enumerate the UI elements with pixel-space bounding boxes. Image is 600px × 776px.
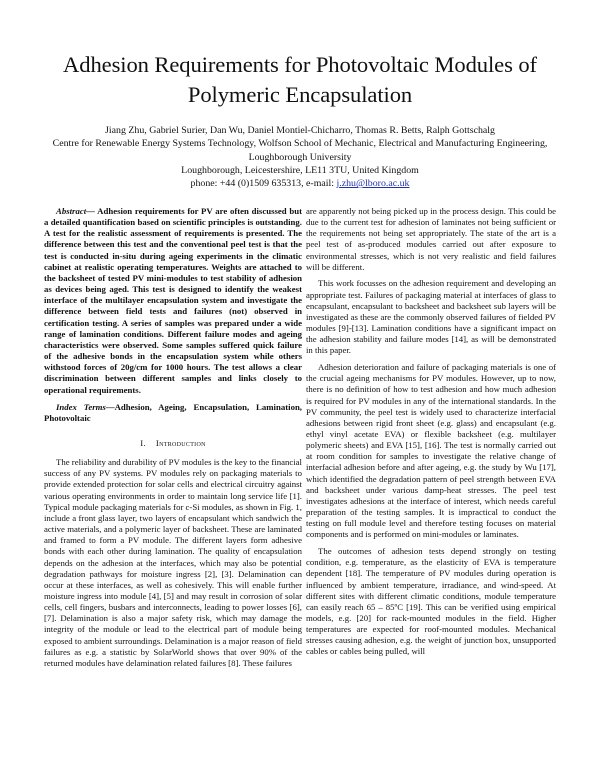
title-line-1: Adhesion Requirements for Photovoltaic Modules of	[63, 52, 537, 77]
right-column	[306, 206, 556, 663]
section-number: I.	[140, 437, 146, 448]
right-paragraph-3: Adhesion deterioration and failure of packaging materials is one of the crucial ageing mechanisms for PV modules. However, up to now, there is no definition of how to test adhesion and how much adhesion is required for PV modules in any of the international standards. In the PV community, the peel test is widely used to characterize interfacial adhesions between rigid front sheet (e.g. glass) and encapsulant (e.g. ethyl vinyl acetate EVA) or flexible backsheet (e.g. multilayer polymeric sheets) and EVA [15], [16]. The test is normally carried out at room condition for samples to investigate the relative change of interfacial adhesion before and after ageing, e.g. the study by Wu [17], which identified the degradation pattern of peel strength between EVA and backsheet under various damp-heat stresses. The peel test investigates adhesions at the interface of interest, which needs careful preparation of the testing samples. It is impractical to conduct the testing on full module level and therefore testing focuses on material components and is performed on mini-modules or laminates.	[306, 362, 556, 540]
left-column	[44, 206, 302, 675]
contact-phone: phone: +44 (0)1509 635313, e-mail:	[190, 178, 337, 190]
index-terms	[44, 402, 302, 424]
title-line-2: Polymeric Encapsulation	[187, 82, 413, 107]
address: Loughborough, Leicestershire, LE11 3TU, United Kingdom	[181, 164, 419, 176]
index-terms-text: —Adhesion, Ageing, Encapsulation, Lamination, Photovoltaic	[44, 401, 302, 423]
affiliation-line-1: Centre for Renewable Energy Systems Technology, Wolfson School of Mechanic, Electrical and Manufacturing Engineering,	[52, 138, 548, 150]
author-block	[30, 124, 570, 190]
contact-line	[30, 177, 570, 190]
section-heading	[44, 438, 302, 449]
right-paragraph-1: are apparently not being picked up in the process design. This could be due to the current test for adhesion of laminates not being sufficient or the requirements not being set appropriately. The state of the art is a peel test of as-produced modules carried out after exposure to environmental stresses, which is not very realistic and field failures will be different.	[306, 206, 556, 272]
affiliation-line-2: Loughborough University	[248, 151, 352, 163]
right-paragraph-4: The outcomes of adhesion tests depend strongly on testing condition, e.g. temperature, as the elasticity of EVA is temperature dependent [18]. The temperature of PV modules during operation is influenced by ambient temperature, irradiance, and wind-speed. At different sites with different climatic conditions, module temperature can easily reach 65 – 85ºC [19]. This can be verified using empirical models, e.g. [20] for rack-mounted modules in the field. Higher temperatures are expected for roof-mounted modules. Mechanical stresses causing adhesion, e.g. the weight of junction box, unsupported cables or cables being pulled, will	[306, 546, 556, 657]
email-link[interactable]: j.zhu@lboro.ac.uk	[336, 178, 410, 190]
abstract-label: Abstract	[56, 206, 87, 216]
author-list: Jiang Zhu, Gabriel Surier, Dan Wu, Daniel Montiel-Chicharro, Thomas R. Betts, Ralph Gottschalg	[105, 125, 495, 136]
paper-title	[40, 50, 560, 110]
right-paragraph-2: This work focusses on the adhesion requirement and developing an appropriate test. Failures of packaging material at interfaces of glass to encapsulant, encapsulant to backsheet and backsheet sub layers will be investigated as these are the commonly observed failures of fielded PV modules [9]-[13]. Lamination conditions have a significant impact on the adhesion stability and failure modes [14], as will be demonstrated in this paper.	[306, 278, 556, 356]
abstract-text: — Adhesion requirements for PV are often discussed but a detailed quantification based on scientific principles is outstanding. A test for the realistic assessment of requirements is presented. The difference between this test and the conventional peel test is that the test is conducted in-situ during ageing experiments in the climatic cabinet at realistic operating temperatures. Weights are attached to the backsheet of tested PV mini-modules to test stability of adhesion as devices being aged. This test is designed to identify the weakest interface of the multilayer encapsulation system and investigate the difference between field tests and failures (not) observed in certification testing. A series of samples was prepared under a wide range of lamination conditions. Different failure modes and ageing characteristics were observed. Some samples suffered quick failure of the adhesive bonds in the encapsulation system while others withstood forces of 20g/cm for 1000 hours. The test allows a clear discrimination between different samples and links closely to operational requirements.	[44, 206, 302, 395]
section-title: Introduction	[155, 437, 206, 448]
index-terms-label: Index Terms	[56, 401, 106, 412]
intro-paragraph: The reliability and durability of PV modules is the key to the financial success of any PV systems. PV modules rely on packaging materials to provide extended protection for solar cells and electrical circuitry against various operating environments in order to maintain long service life [1]. Typical module packaging materials for c-Si modules, as shown in Fig. 1, include a front glass layer, two layers of encapsulant which sandwich the active materials, and a polymeric layer of backsheet. These are laminated and framed to form a PV module. The different layers form adhesive bonds with each other during lamination. The quality of encapsulation depends on the adhesion at the interfaces, which may also be potential degradation pathways for moisture ingress [2], [3]. Delamination can occur at these interfaces, as well as cohesively. This will enable further moisture ingress into module [4], [5] and may result in corrosion of solar cells, cell fingers, busbars and interconnects, leading to power losses [6], [7]. Delamination is also a major safety risk, which may damage the integrity of the module or lead to the electrical part of module being exposed to ambient surroundings. Delamination is a major reason of field failures as e.g. a statistic by SolarWorld shows that over 90% of the returned modules have delamination related failures [8]. These failures	[44, 457, 302, 668]
abstract	[44, 206, 302, 396]
